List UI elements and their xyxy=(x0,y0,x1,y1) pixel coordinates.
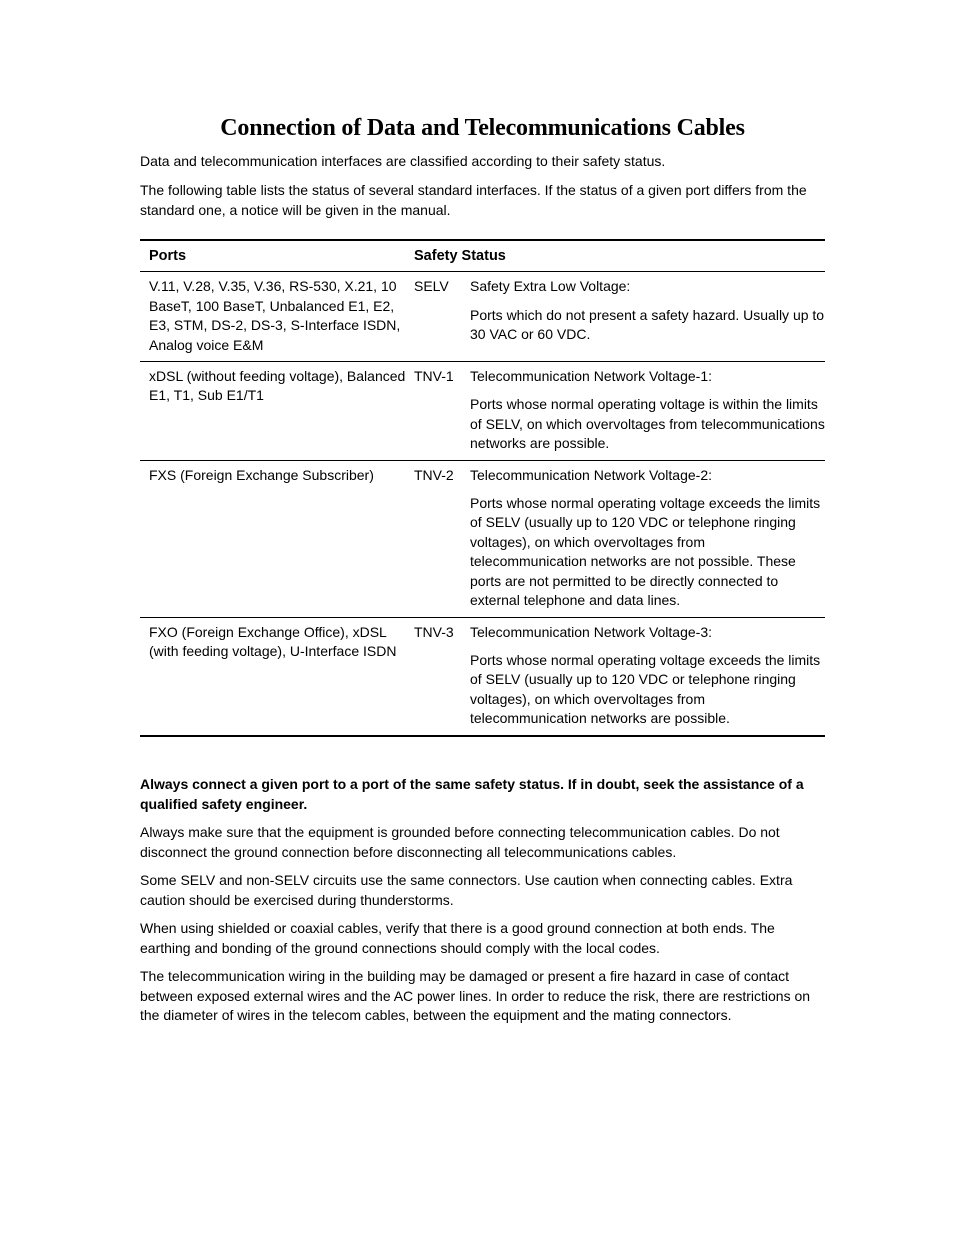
safety-code-cell: TNV-3 xyxy=(414,623,454,640)
safety-warning: Always connect a given port to a port of the same safety status. If in doubt, seek the assistance of a qualified safety engineer. xyxy=(140,776,804,812)
safety-description-title: Safety Extra Low Voltage: xyxy=(470,278,631,295)
safety-code-cell: TNV-2 xyxy=(414,466,454,483)
safety-description-cell xyxy=(470,362,825,461)
column-header-ports: Ports xyxy=(149,248,187,264)
safety-description-cell xyxy=(470,272,825,362)
column-header-safety-status: Safety Status xyxy=(414,248,506,264)
safety-description-body: Ports whose normal operating voltage exceeds the limits of SELV (usually up to 120 VDC or telephone ringing voltages), on which overvoltages from telecommunication networks are not possible. These ports are not permitted to be directly connected to external telephone and data lines. xyxy=(470,495,821,609)
table-row xyxy=(140,362,825,461)
safety-status-table xyxy=(140,239,825,737)
safety-description-cell xyxy=(470,617,825,736)
safety-description-title: Telecommunication Network Voltage-3: xyxy=(470,623,713,640)
safety-notes xyxy=(140,775,825,1035)
safety-description-title: Telecommunication Network Voltage-2: xyxy=(470,466,713,483)
intro-paragraph: The following table lists the status of several standard interfaces. If the status of a given port differs from the standard one, a notice will be given in the manual. xyxy=(140,182,807,218)
safety-description-cell xyxy=(470,460,825,617)
safety-code-cell: SELV xyxy=(414,278,449,295)
table-row xyxy=(140,617,825,736)
ports-cell: FXS (Foreign Exchange Subscriber) xyxy=(149,466,374,483)
safety-code-cell: TNV-1 xyxy=(414,368,454,385)
safety-description-body: Ports whose normal operating voltage exceeds the limits of SELV (usually up to 120 VDC or telephone ringing voltages), on which overvoltages from telecommunication networks are possible. xyxy=(470,651,821,727)
note-paragraph: Always make sure that the equipment is grounded before connecting telecommunication cables. Do not disconnect the ground connection before disconnecting all telecommunications cables. xyxy=(140,824,780,860)
table-row xyxy=(140,460,825,617)
note-paragraph: The telecommunication wiring in the building may be damaged or present a fire hazard in case of contact between exposed external wires and the AC power lines. In order to reduce the risk, there are restrictions on the diameter of wires in the telecom cables, between the equipment and the mating connectors. xyxy=(140,968,811,1023)
ports-cell: FXO (Foreign Exchange Office), xDSL (with feeding voltage), U-Interface ISDN xyxy=(149,623,397,659)
ports-cell: V.11, V.28, V.35, V.36, RS-530, X.21, 10 BaseT, 100 BaseT, Unbalanced E1, E2, E3, STM, DS-2, DS-3, S-Interface ISDN, Analog voice E&M xyxy=(149,278,401,353)
safety-description-body: Ports which do not present a safety hazard. Usually up to 30 VAC or 60 VDC. xyxy=(470,306,825,343)
page-title: Connection of Data and Telecommunications Cables xyxy=(220,115,745,141)
table-row xyxy=(140,272,825,362)
intro-paragraph: Data and telecommunication interfaces are classified according to their safety status. xyxy=(140,153,666,169)
table-header-row xyxy=(140,240,825,272)
note-paragraph: Some SELV and non-SELV circuits use the same connectors. Use caution when connecting cables. Extra caution should be exercised during thunderstorms. xyxy=(140,872,793,908)
safety-description-body: Ports whose normal operating voltage is within the limits of SELV, on which overvoltages from telecommunications networks are possible. xyxy=(470,396,825,452)
note-paragraph: When using shielded or coaxial cables, verify that there is a good ground connection at both ends. The earthing and bonding of the ground connections should comply with the local codes. xyxy=(140,920,775,956)
ports-cell: xDSL (without feeding voltage), Balanced E1, T1, Sub E1/T1 xyxy=(149,368,406,404)
safety-description-title: Telecommunication Network Voltage-1: xyxy=(470,368,713,385)
